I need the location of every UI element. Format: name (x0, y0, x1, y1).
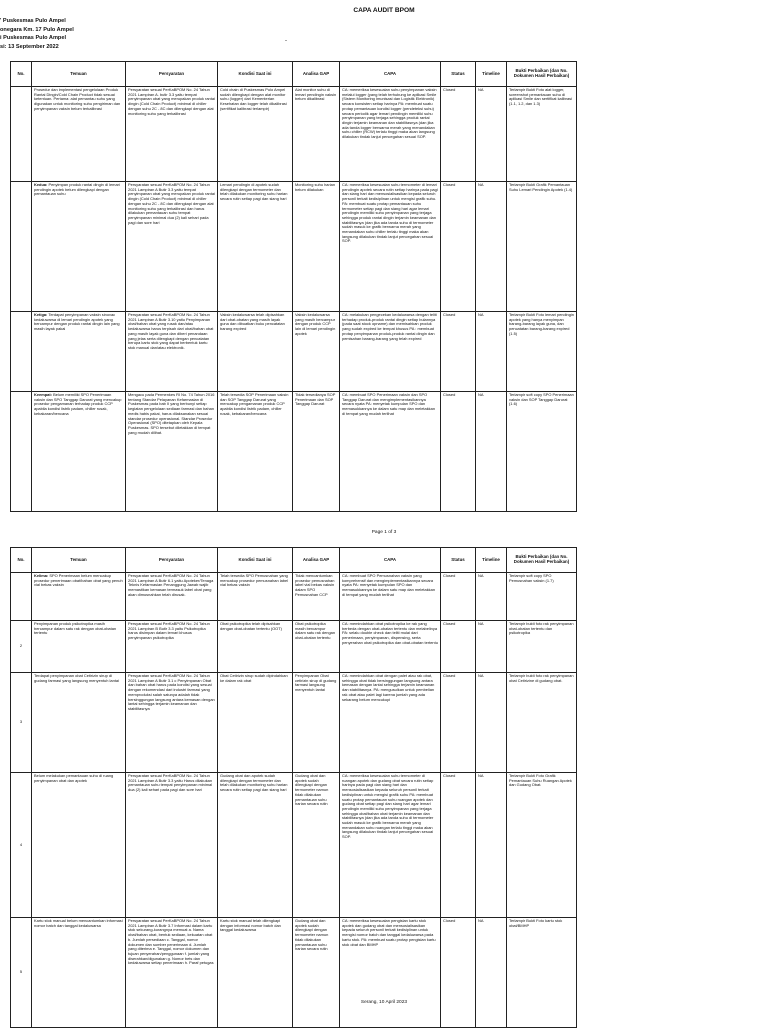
header-temuan: Temuan (32, 62, 126, 87)
cell-analisa: Obat psikotropika masih bercampur dalam satu rak dengan obat-obatan tertentu (293, 621, 340, 673)
cell-kondisi: Gudang obat dan apotek sudah dilengkapi dengan termometer dan telah dilakukan monitoring suhu harian secara rutin setiap pagi dan siang hari (218, 773, 293, 918)
header-persyaratan: Persyaratan (126, 548, 218, 573)
cell-kondisi: Kartu stok manual telah dilengkapi dengan informasi nomor batch dan tanggal kedaluwarsa (218, 918, 293, 1028)
cell-temuan: Kartu stok manual belum mencantumkan informasi nomor batch dan tanggal kedaluwarsa (32, 918, 126, 1028)
cell-analisa: Monitoring suhu harian belum dilakukan (293, 182, 340, 312)
cell-persyaratan: Persyaratan sesuai PerKaBPOM No. 24 Tahun 2021 Lampiran A Butir 3.10 yaitu Penyimpanan obat/bahan obat yang rusak dan/atau kedaluwarsa harus terpisah dari obat/bahan obat yang masih layak guna dan diberi penandaan yang jelas serta dilengkapi dengan pencatatan berupa kartu stok yang dapat berbentuk kartu stok manual dan/atau elektronik. (126, 312, 218, 392)
finding-text: Belum memiliki SPO Penerimaan vaksin dan SPO Tanggap Darurat yang mencakup prosedur pengamanan terhadap produk CCP apabila kondisi listrik padam, chiller rusak, kebakaran/bencana (34, 392, 122, 416)
header-no: No. (11, 548, 32, 573)
cell-persyaratan: Persyaratan sesuai PerKaBPOM No. 24 Tahun 2021 Lampiran A. butir 3.3 yaitu tempat penyimpanan obat yang merupakan produk rantai dingin (Cold Chain Product) minimal di chiller dengan suhu 2C - 8C dan dilengkapi dengan alat monitoring suhu yang terkalibrasi (126, 87, 218, 182)
cell-timeline: NA (476, 918, 507, 1028)
header-line: ' Puskesmas Pulo Ampel (0, 18, 66, 24)
cell-bukti: Terlampir soft copy SPO Penerimaan vaksin dan SOP Tanggap Darurat (1.6) (507, 392, 577, 512)
finding-ordinal: Kedua: (34, 182, 48, 187)
cell-capa: CA: memeriksa kesesuaian suhu termometer di ruangan apotek dan gudang obat secara rutin setiap harinya pada pagi dan siang hari dan mensosialisasikan kepada seluruh personil terkait kedisiplinan untuk mengisi grafik suhu PA: membuat suatu protap pemantauan suhu ruangan apotek dan gudang obat setiap pagi dan siang hari agar lemari pendingin memiliki suhu penyimpanan yang terjaga sehingga obat/bahan obat terjamin keamanan dan stabilitasnya (dan jika ada tanda suhu di termometer sudah masuk ke grafik berwarna merah yang menandakan suhu ruangan terlalu tinggi maka akan langsung dilakukan tindak lanjut pencegahan sesuai SOP. (340, 773, 441, 918)
cell-status: Closed (441, 392, 476, 512)
header-persyaratan: Persyaratan (126, 62, 218, 87)
header-kondisi: Kondisi Saat ini (218, 548, 293, 573)
cell-no (11, 573, 32, 621)
cell-status: Closed (441, 182, 476, 312)
table-row (11, 673, 577, 773)
cell-bukti: Terlampir bukti foto rak penyimpanan obat-obatan tertentu dan psikotropika (507, 621, 577, 673)
table-row (11, 312, 577, 392)
header-analisa: Analisa GAP (293, 548, 340, 573)
cell-bukti: Terlampir soft copy SPO Pemusnahan vaksin (1.7) (507, 573, 577, 621)
header-timeline: Timeline (476, 548, 507, 573)
capa-table-page-1 (10, 61, 577, 512)
document-title: CAPA AUDIT BPOM (353, 7, 415, 14)
header-temuan: Temuan (32, 548, 126, 573)
header-timeline: Timeline (476, 62, 507, 87)
cell-no: 4 (11, 773, 32, 918)
header-capa: CAPA (340, 548, 441, 573)
cell-capa: CA: melakukan pengecekan kedaluwarsa dengan teliti terhadap produk-produk rantai dingin setiap bulannya (pada saat stock opname) dan memisahkan produk yang sudah expired ke tempat khusus PA : membuat protap penyimpanan produk-produk rantai dingin dan pemisahan barang-barang yang telah expired (340, 312, 441, 392)
cell-capa: CA: membuat SPO Penerimaan vaksin dan SPO Tanggap Darurat dan mengimplementasikannya secara nyata PA: menyetak kumpulan SPO dan memasukkannya ke dalam satu map dan meletakkan di tempat yang mudah terlihat (340, 392, 441, 512)
table-row (11, 182, 577, 312)
stray-mark: - (285, 38, 287, 44)
cell-no: 2 (11, 621, 32, 673)
cell-bukti: Terlampir bukti foto rak penyimpanan obat Cetirizine di gudang obat. (507, 673, 577, 773)
cell-timeline: NA (476, 573, 507, 621)
cell-kondisi: Obat psikotropika telah dipisahkan dengan obat-obatan tertentu (OOT) (218, 621, 293, 673)
table-row (11, 392, 577, 512)
cell-no (11, 312, 32, 392)
finding-text: SPO Penerimaan belum mencakup prosedur penerimaan obat/bahan obat yang penuh vial bekas vaksin (34, 573, 123, 588)
cell-temuan (32, 573, 126, 621)
header-capa: CAPA (340, 62, 441, 87)
cell-timeline: NA (476, 392, 507, 512)
table-row (11, 87, 577, 182)
cell-persyaratan: Persyaratan sesuai PerKaBPOM No. 24 Tahun 2021 Lampiran A Butir 6.1 yaitu Apoteker/Tenaga Teknis Kefarmasian Penanggung Jawab wajib memastikan kemasan termasuk label obat yang akan dimusnahkan telah dirusak. (126, 573, 218, 621)
cell-status: Closed (441, 621, 476, 673)
cell-kondisi: Obat Cetirizin sirup sudah dipindahkan ke dalam rak obat (218, 673, 293, 773)
cell-persyaratan: Persyaratan sesuai PerKaBPOM No. 24 Tahun 2021 Lampiran A Butir 3.3 yaitu tempat penyimpanan obat yang merupakan produk rantai dingin (Cold Chain Product) minimal di chiller dengan suhu 2C - 8C dan dilengkapi dengan alat monitoring suhu yang terkalibrasi dan harus dilakukan pemantauan suhu tempat penyimpanan minimal dua (2) kali sehari pada pagi dan sore hari (126, 182, 218, 312)
header-status: Status (441, 62, 476, 87)
cell-timeline: NA (476, 773, 507, 918)
cell-no (11, 87, 32, 182)
cell-temuan: Penyimpanan produk psikotropika masih bercampur dalam satu rak dengan obat-obatan tertentu (32, 621, 126, 673)
header-analisa: Analisa GAP (293, 62, 340, 87)
cell-no: 5 (11, 918, 32, 1028)
cell-analisa: Vaksin kedaluwarsa yang masih bercampur dengan produk CCP lain di lemari pendingin apotek (293, 312, 340, 392)
capa-table-page-2 (10, 547, 577, 1028)
cell-analisa: Gudang obat dan apotek sudah dilengkapi dengan termometer namun tidak dilakukan pemantauan suhu harian secara rutin (293, 918, 340, 1028)
cell-temuan: Prosedur dan implementasi pengelolaan Produk Rantai Dingin/Cold Chain Product tidak sesuai ketentuan. Pertama: alat pemantau suhu yang digunakan untuk monitoring suhu pengiriman dan penyimpanan vaksin belum terkalibrasi (32, 87, 126, 182)
cell-kondisi: Telah tersedia SOP Penerimaan vaksin dan SOP Tanggap Darurat yang mencakup pengamanan produk CCP apabila kondisi listrik padam, chiller rusak, kebakaran/bencana (218, 392, 293, 512)
cell-status: Closed (441, 773, 476, 918)
header-bukti: Bukti Perbaikan (dan No. Dokumen Hasil Perbaikan) (507, 548, 577, 573)
cell-kondisi: Vaksin kedaluwarsa telah dipisahkan dari obat-obatan yang masih layak guna dan dibuatkan buku pencatatan barang expired (218, 312, 293, 392)
finding-text: Terdapat penyimpanan vaksin sinovac kedaluwarsa di lemari pendingin apotek yang bercampur dengan produk rantai dingin lain yang masih layak pakai (34, 312, 120, 332)
cell-analisa: Alat monitor suhu di lemari pendingin vaksin belum dikalibrasi (293, 87, 340, 182)
cell-capa: CA: memeriksa kesesuaian suhu termometer di lemari pendingin apotek secara rutin setiap harinya pada pagi dan siang hari dan mensosialisasikan kepada seluruh personil terkait kedisiplinan untuk mengisi grafik suhu. PA: membuat suatu protap pemantauan suhu termometer setiap pagi dan siang hari agar lemari pendingin memiliki suhu penyimpanan yang terjaga sehingga produk rantai dingin terjamin keamanan dan stabilitasnya (dan jika ada tanda suhu di termometer sudah masuk ke grafik berwarna merah yang menandakan suhu chiller terlalu tinggi maka akan langsung dilakukan tindak lanjut pencegahan sesuai SOP. (340, 182, 441, 312)
cell-timeline: NA (476, 673, 507, 773)
finding-ordinal: Ketiga: (34, 312, 48, 317)
finding-ordinal: Kelima: (34, 573, 49, 578)
cell-capa: CA: memeriksa kesesuaian suhu penyimpanan vaksin melalui logger (yang telah terhubung ke aplikasi Smile (Sistem Monitoring Imunisasi dan Logistik Elektronik) secara konsisten setiap harinya PA: membuat suatu protap pemantauan kondisi logger (pendeteksi suhu) secara periodik agar lemari pendingin memiliki suhu penyimpanan yang terjaga sehingga produk rantai dingin terjamin keamanan dan stabilitasnya (dan jika ada tanda logger berwarna merah yang menandakan suhu chiller (RCW) terlalu tinggi maka akan langsung dilakukan tindak lanjut pencegahan sesuai SOP. (340, 87, 441, 182)
cell-analisa: Tidak mencantumkan prosedur pemusnahan label vial bekas vaksin dalam SPO Pemusnahan CCP (293, 573, 340, 621)
header-kondisi: Kondisi Saat ini (218, 62, 293, 87)
cell-bukti: Terlampir Bukti Foto Grafik Pemantauan Suhu Ruangan Apotek dan Gudang Obat. (507, 773, 577, 918)
cell-no (11, 182, 32, 312)
cell-analisa: Gudang obat dan apotek sudah dilengkapi dengan termometer namun tidak dilakukan pemantauan suhu harian secara rutin (293, 773, 340, 918)
header-line: si: 13 September 2022 (0, 43, 59, 50)
cell-kondisi: Lemari pendingin di apotek sudah dilengkapi dengan termometer dan telah dilakukan monitoring suhu harian secara rutin setiap pagi dan siang hari (218, 182, 293, 312)
cell-kondisi: Telah tersedia SPO Pemusnahan yang mencakup prosedur pemusnahan label vial bekas vaksin (218, 573, 293, 621)
cell-capa: CA: memindahkan obat psikotropika ke rak yang berbeda dengan obat-obatan tertentu dan melabelinya PA: selalu double check dan teliti mulai dari penerimaan, penyimpanan, dispensing, serta penyerahan obat psikotropika dan obat-obatan tertentu (340, 621, 441, 673)
cell-analisa: Penyimpanan Obat cetirizin sirup di gudang farmasi langsung menyentuh lantai (293, 673, 340, 773)
cell-temuan (32, 312, 126, 392)
cell-status: Closed (441, 312, 476, 392)
header-info (0, 17, 74, 51)
cell-bukti: Terlampir Bukti Foto lemari pendingin apotek yang hanya menyimpan barang-barang layak guna, dan pencatatan barang-barang expired (1.5) (507, 312, 577, 392)
cell-persyaratan: Persyaratan sesuai PerKaBPOM No. 24 Tahun 2021 Lampiran A Butir 3.3 yaitu Harus dilakukan pemantauan suhu tempat penyimpanan minimal dua (2) kali sehari pada pagi dan sore hari (126, 773, 218, 918)
cell-temuan (32, 182, 126, 312)
cell-persyaratan: Mengacu pada Permenkes RI No. 74 Tahun 2016 tentang Standar Pelayanan Kefarmasian di Puskesmas pada bab II yang berbunyi setiap kegiatan pengelolaan sediaan farmasi dan bahan medis habis pakai, harus dilaksanakan sesuai standar prosedur operasional. Standar Prosedur Operasional (SPO) ditetapkan oleh Kepala Puskesmas. SPO tersebut diletakkan di tempat yang mudah dilihat. (126, 392, 218, 512)
cell-temuan (32, 392, 126, 512)
finding-ordinal: Keempat: (34, 392, 52, 397)
cell-bukti: Terlampir Bukti Foto kartu stok obat/BMHP (507, 918, 577, 1028)
cell-timeline: NA (476, 621, 507, 673)
cell-temuan: Belum melakukan pemantauan suhu di ruang penyimpanan obat dan apotek (32, 773, 126, 918)
cell-status: Closed (441, 918, 476, 1028)
cell-capa: CA: memindahkan obat dengan palet atau rak obat, sehingga obat tidak bersinggungan langsung antara kemasan dengan lantai sehingga terjamin keamanan dan stabilitasnya. PA: mengusulkan untuk pembelian rak obat atau palet lagi karena jumlah yang ada sekarang belum mencukupi (340, 673, 441, 773)
cell-kondisi: Cold chain di Puskesmas Pulo Ampel sudah dilengkapi dengan alat monitor suhu (logger) dari Kementerian Kesehatan dan logger telah dikalibrasi (sertifikat kalibrasi terlampir) (218, 87, 293, 182)
table-row (11, 918, 577, 1028)
cell-persyaratan: Persyaratan sesuai PerKaBPOM No. 24 Tahun 2021 Lampiran A Butir 3.7 Informasi dalam kartu stok sekurang-kurangnya memuat a. Nama obat/bahan obat, bentuk sediaan, kekuatan obat b. Jumlah persediaan c. Tanggal, nomor dokumen dan sumber penerimaan d. Jumlah yang diterima e. Tanggal, nomor dokumen dan tujuan penyerahan/penggunaan f. jumlah yang diserahkan/digunakan g. Nomor bets dan kedaluwarsa setiap penerimaan h. Paraf petugas (126, 918, 218, 1028)
header-no: No. (11, 62, 32, 87)
table-row (11, 773, 577, 918)
cell-analisa: Tidak tersedianya SOP Penerimaan dan SOP Tanggap Darurat (293, 392, 340, 512)
cell-persyaratan: Persyaratan sesuai PerKaBPOM No. 24 Tahun 2021 Lampiran B Butir 3.3 yaitu Psikotropika harus disimpan dalam lemari khusus penyimpanan psikotropika (126, 621, 218, 673)
cell-timeline: NA (476, 312, 507, 392)
cell-status: Closed (441, 573, 476, 621)
cell-bukti: Terlampir Bukti Foto alat logger, screenshot pemantauan suhu di aplikasi Smile dan sertifikat kalibrasi (1.1, 1.2, dan 1.3) (507, 87, 577, 182)
table-row (11, 621, 577, 673)
cell-no: 3 (11, 673, 32, 773)
cell-status: Closed (441, 673, 476, 773)
header-line: i Puskesmas Pulo Ampel (0, 35, 67, 42)
table-row (11, 573, 577, 621)
cell-bukti: Terlampir Bukti Grafik Pemantauan Suhu Lemari Pendingin Apotek (1.4) (507, 182, 577, 312)
cell-capa: CA: memeriksa kesesuaian pengisian kartu stok apotek dan gudang obat dan mensosialisasikan kepada seluruh personil terkait kedisiplinan untuk mengisi nomor batch dan tanggal kedaluwarsa pada kartu stok. PA: membuat suatu protap pengisian kartu stok obat dan BMHP (340, 918, 441, 1028)
cell-persyaratan: Persyaratan sesuai PerKaBPOM No. 24 Tahun 2021 Lampiran A Butir 3.1 c Penyimpanan Obat dan bahan obat harus pada kondisi yang sesuai dengan rekomendasi dari industri farmasi yang memproduksi salah satunya adalah tidak bersinggungan langsung antara kemasan dengan lantai sehingga terjamin keamanan dan stabilitasnya (126, 673, 218, 773)
finding-text: Penyimpan produk rantai dingin di lemari pendingin apotek belum dilengkapi dengan pemantauan suhu (34, 182, 120, 197)
cell-capa: CA: membuat SPO Pemusnahan vaksin yang komprehensif dan mengimplementasikannya secara nyata PA: menyetak kumpulan SPO dan memasukkannya ke dalam satu map dan meletakkan di tempat yang mudah terlihat (340, 573, 441, 621)
header-bukti: Bukti Perbaikan (dan No. Dokumen Hasil Perbaikan) (507, 62, 577, 87)
footer-date: Serang, 10 April 2023 (360, 1000, 408, 1005)
header-status: Status (441, 548, 476, 573)
cell-timeline: NA (476, 182, 507, 312)
cell-no (11, 392, 32, 512)
header-line: onegara Km. 17 Pulo Ampel (0, 26, 74, 33)
cell-status: Closed (441, 87, 476, 182)
page-number: Page 1 of 3 (371, 530, 397, 535)
cell-temuan: Terdapat penyimpanan obat Cetirizin sirup di gudang farmasi yang langsung menyentuh lantai (32, 673, 126, 773)
cell-timeline: NA (476, 87, 507, 182)
